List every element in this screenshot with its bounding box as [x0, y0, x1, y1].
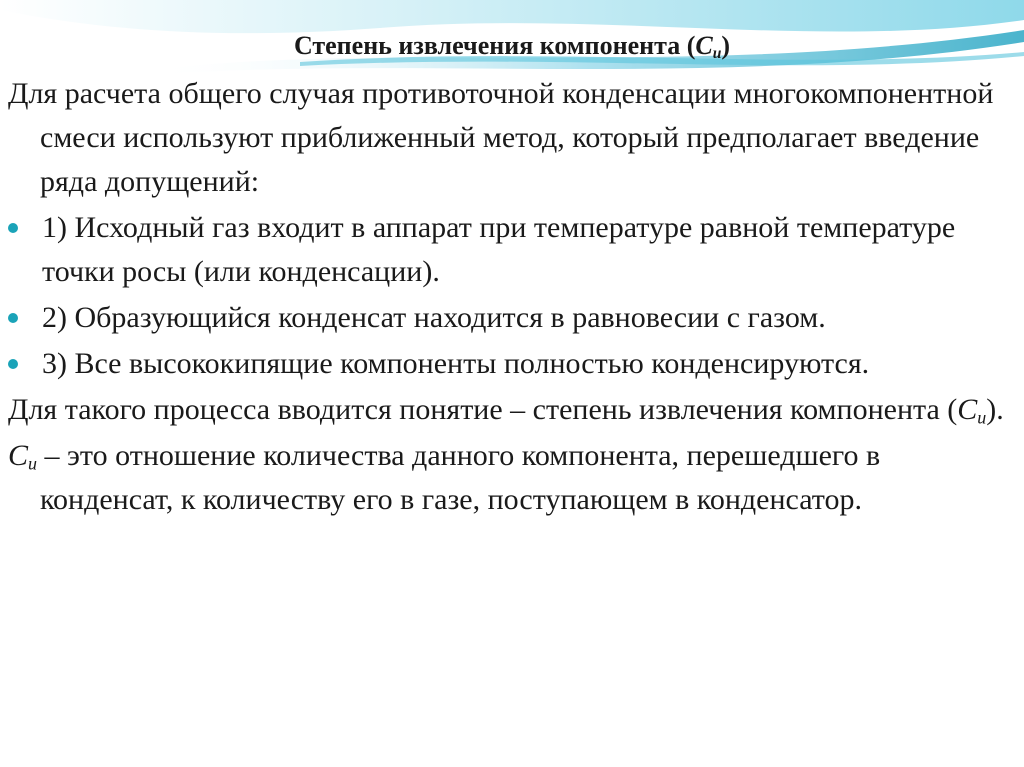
bullet-dot-icon [8, 313, 18, 323]
process-paragraph: Для такого процесса вводится понятие – степень извлечения компонента $(С_и)$. [8, 393, 1004, 428]
list-item: 1) Исходный газ входит в аппарат при температуре равной температуре точки росы (или конденсации). [8, 206, 1013, 294]
intro-paragraph: Для расчета общего случая противоточной конденсации многокомпонентной смеси используют приближенный метод, который предполагает введение ряда допущений: [8, 77, 994, 198]
list-item: 2) Образующийся конденсат находится в равновесии с газом. [8, 296, 1013, 340]
bullet-dot-icon [8, 359, 18, 369]
definition-paragraph: $С_и$ – это отношение количества данного компонента, перешедшего в конденсат, к количеству его в газе, поступающем в конденсатор. [8, 439, 881, 516]
list-item: 3) Все высококипящие компоненты полностью конденсируются. [8, 342, 1013, 386]
bullet-dot-icon [8, 223, 18, 233]
slide-title: Степень извлечения компонента $(С_и)$ [293, 31, 731, 62]
slide-content [8, 72, 1013, 524]
